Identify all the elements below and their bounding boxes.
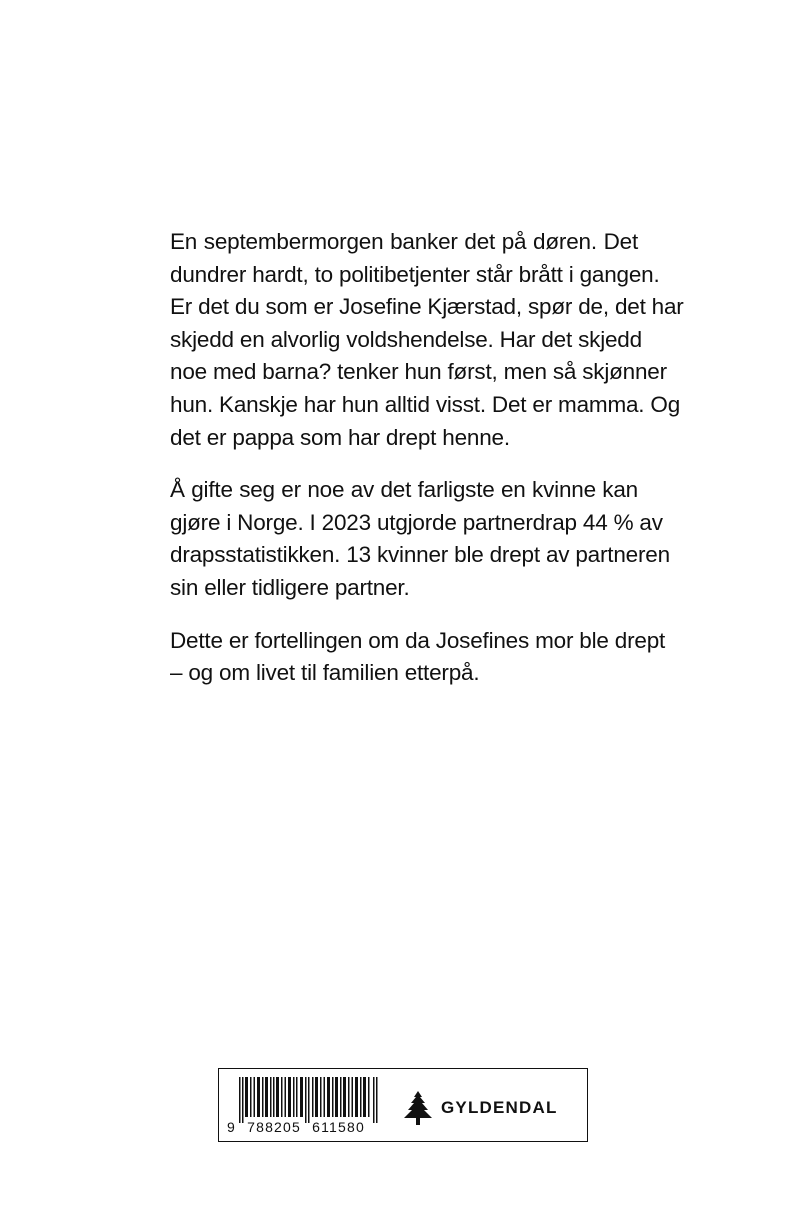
blurb-line: Er det du som er Josefine Kjærstad, spør de, det har xyxy=(170,294,684,320)
blurb-line: sin eller tidligere partner. xyxy=(170,574,410,600)
blurb-line: skjedd en alvorlig voldshendelse. Har det skjedd xyxy=(170,326,642,352)
blurb-line: Dette er fortellingen om da Josefines mor ble drept xyxy=(170,627,666,653)
publisher-logo xyxy=(403,1091,558,1125)
blurb-line: dundrer hardt, to politibetjenter står brått i gangen. xyxy=(170,261,660,287)
blurb-paragraph-3 xyxy=(170,625,666,690)
blurb-line: det er pappa som har drept henne. xyxy=(170,424,510,450)
isbn-first-digit: 9 xyxy=(227,1119,236,1135)
blurb-paragraph-1 xyxy=(170,226,684,454)
tree-icon xyxy=(403,1091,433,1125)
blurb-line: noe med barna? tenker hun først, men så skjønner xyxy=(170,359,667,385)
blurb-line: En septembermorgen banker det på døren. Det xyxy=(170,229,638,254)
publisher-name: GYLDENDAL xyxy=(441,1098,558,1117)
barcode-box xyxy=(218,1068,588,1142)
isbn-group-1: 788205 xyxy=(247,1119,302,1135)
barcode xyxy=(239,1077,381,1123)
back-cover-blurb xyxy=(170,226,684,710)
blurb-line: gjøre i Norge. I 2023 utgjorde partnerdrap 44 % av xyxy=(170,509,663,535)
blurb-line: – og om livet til familien etterpå. xyxy=(170,660,480,686)
blurb-line: Å gifte seg er noe av det farligste en kvinne kan xyxy=(170,477,638,503)
blurb-line: drapsstatistikken. 13 kvinner ble drept av partneren xyxy=(170,542,670,568)
blurb-paragraph-2 xyxy=(170,474,670,604)
isbn-number xyxy=(227,1119,365,1135)
isbn-group-2: 611580 xyxy=(312,1119,365,1135)
blurb-line: hun. Kanskje har hun alltid visst. Det er mamma. Og xyxy=(170,391,681,417)
